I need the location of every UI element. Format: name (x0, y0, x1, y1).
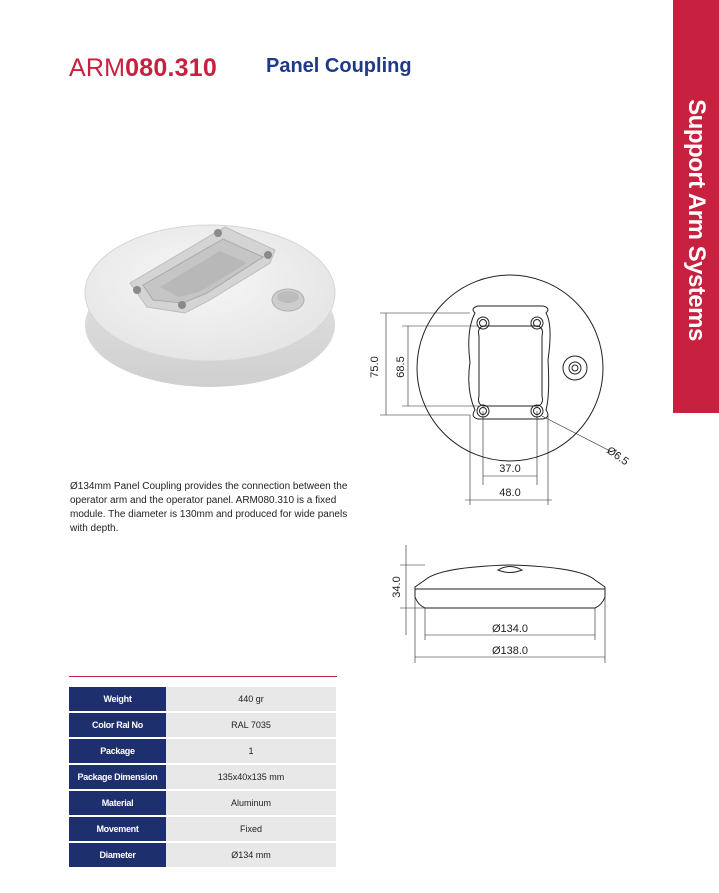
spec-label: Material (69, 791, 166, 815)
dim-hole-diameter: Ø6.5 (604, 444, 631, 469)
section-tab (673, 0, 719, 413)
spec-label: Color Ral No (69, 713, 166, 737)
spec-label: Movement (69, 817, 166, 841)
spec-value: RAL 7035 (166, 713, 336, 737)
spec-value: Ø134 mm (166, 843, 336, 867)
dim-diameter-inner: Ø134.0 (491, 623, 529, 635)
spec-row-material (69, 791, 336, 815)
dim-height-outer: 75.0 (369, 356, 381, 378)
spec-label: Package (69, 739, 166, 763)
spec-row-weight (69, 687, 336, 711)
model-number: 080.310 (125, 54, 217, 82)
dim-height-inner: 68.5 (395, 356, 407, 378)
dim-width-inner: 37.0 (499, 463, 521, 475)
spec-value: Fixed (166, 817, 336, 841)
model-code (69, 54, 217, 83)
spec-value: 1 (166, 739, 336, 763)
spec-row-package (69, 739, 336, 763)
dim-thickness: 34.0 (391, 576, 403, 598)
spec-row-movement (69, 817, 336, 841)
spec-row-package-dimension (69, 765, 336, 789)
spec-value: 440 gr (166, 687, 336, 711)
model-prefix: ARM (69, 54, 126, 82)
spec-label: Package Dimension (69, 765, 166, 789)
spec-label: Diameter (69, 843, 166, 867)
spec-value: 135x40x135 mm (166, 765, 336, 789)
spec-label: Weight (69, 687, 166, 711)
top-view-drawing (360, 270, 640, 510)
spec-row-diameter (69, 843, 336, 867)
section-tab-label: Support Arm Systems (683, 99, 710, 341)
product-description: Ø134mm Panel Coupling provides the connection between the operator arm and the operator panel. ARM080.310 is a fixed module. The diameter is 130mm and produced for wide panels with depth. (70, 481, 348, 534)
product-image (75, 205, 345, 390)
spec-value: Aluminum (166, 791, 336, 815)
spec-row-color (69, 713, 336, 737)
specs-table (69, 685, 336, 869)
product-name: Panel Coupling (266, 55, 412, 77)
dim-diameter-outer: Ø138.0 (491, 645, 529, 657)
specs-divider (69, 676, 337, 677)
dim-width-outer: 48.0 (499, 487, 521, 499)
side-view-drawing (390, 545, 630, 665)
